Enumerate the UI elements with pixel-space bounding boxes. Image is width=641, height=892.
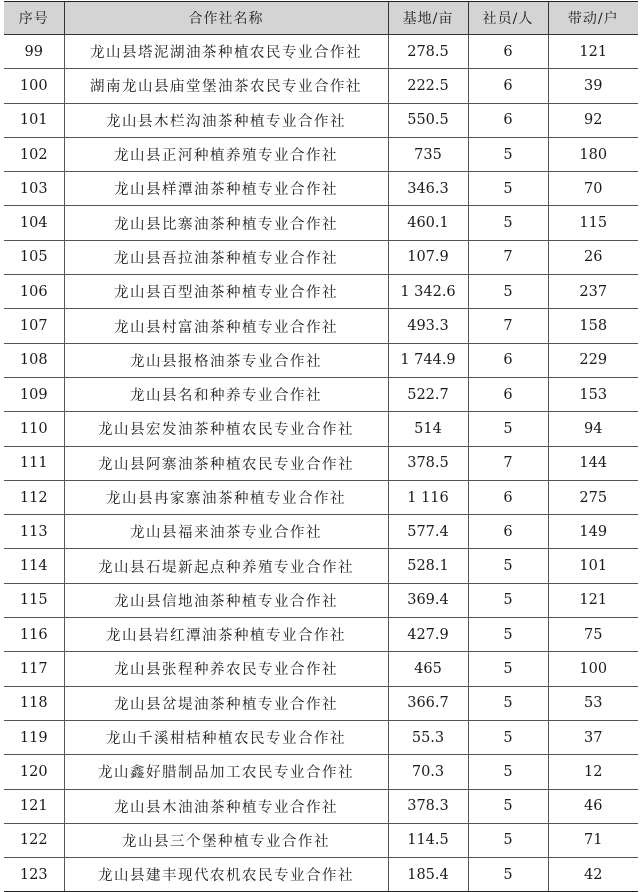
table-row xyxy=(4,377,638,411)
table-row xyxy=(4,583,638,617)
cell-base-area: 222.5 xyxy=(388,69,468,103)
cell-households: 121 xyxy=(548,583,638,617)
cell-cooperative-name: 龙山县村富油茶种植专业合作社 xyxy=(64,309,388,343)
table-row xyxy=(4,789,638,823)
cell-households: 275 xyxy=(548,480,638,514)
cell-base-area: 107.9 xyxy=(388,240,468,274)
table-row xyxy=(4,69,638,103)
cell-base-area: 465 xyxy=(388,652,468,686)
cell-base-area: 70.3 xyxy=(388,755,468,789)
cell-members: 5 xyxy=(468,137,548,171)
cell-base-area: 346.3 xyxy=(388,172,468,206)
header-cooperative-name: 合作社名称 xyxy=(64,2,388,35)
cell-base-area: 114.5 xyxy=(388,823,468,857)
cell-households: 94 xyxy=(548,412,638,446)
cell-cooperative-name: 龙山县冉家寨油茶种植专业合作社 xyxy=(64,480,388,514)
cell-base-area: 1 342.6 xyxy=(388,275,468,309)
table-row xyxy=(4,446,638,480)
cell-serial-number: 103 xyxy=(4,172,64,206)
cell-households: 71 xyxy=(548,823,638,857)
header-base-area: 基地/亩 xyxy=(388,2,468,35)
cell-serial-number: 101 xyxy=(4,103,64,137)
cell-members: 5 xyxy=(468,755,548,789)
cell-base-area: 550.5 xyxy=(388,103,468,137)
cell-serial-number: 114 xyxy=(4,549,64,583)
cell-cooperative-name: 龙山县张程种养农民专业合作社 xyxy=(64,652,388,686)
cell-base-area: 1 116 xyxy=(388,480,468,514)
table-row xyxy=(4,618,638,652)
cell-members: 5 xyxy=(468,172,548,206)
table-row xyxy=(4,240,638,274)
cell-members: 5 xyxy=(468,583,548,617)
cell-members: 5 xyxy=(468,652,548,686)
header-row xyxy=(4,2,638,35)
cell-serial-number: 121 xyxy=(4,789,64,823)
table-row xyxy=(4,412,638,446)
cell-cooperative-name: 龙山县石堤新起点种养殖专业合作社 xyxy=(64,549,388,583)
cell-members: 5 xyxy=(468,858,548,892)
cell-households: 42 xyxy=(548,858,638,892)
cell-members: 5 xyxy=(468,686,548,720)
cell-households: 149 xyxy=(548,515,638,549)
cell-members: 5 xyxy=(468,549,548,583)
table-row xyxy=(4,858,638,892)
cell-cooperative-name: 龙山县比寨油茶种植专业合作社 xyxy=(64,206,388,240)
cell-households: 12 xyxy=(548,755,638,789)
header-members: 社员/人 xyxy=(468,2,548,35)
cell-members: 6 xyxy=(468,343,548,377)
cell-cooperative-name: 龙山县阿寨油茶种植农民专业合作社 xyxy=(64,446,388,480)
cell-members: 7 xyxy=(468,309,548,343)
cell-serial-number: 122 xyxy=(4,823,64,857)
cell-households: 144 xyxy=(548,446,638,480)
cell-members: 6 xyxy=(468,103,548,137)
cell-members: 5 xyxy=(468,789,548,823)
cell-serial-number: 100 xyxy=(4,69,64,103)
cell-serial-number: 113 xyxy=(4,515,64,549)
table-row xyxy=(4,755,638,789)
cell-base-area: 493.3 xyxy=(388,309,468,343)
cell-households: 92 xyxy=(548,103,638,137)
cell-cooperative-name: 龙山县报格油茶专业合作社 xyxy=(64,343,388,377)
cell-serial-number: 111 xyxy=(4,446,64,480)
cell-households: 70 xyxy=(548,172,638,206)
cell-cooperative-name: 龙山县岔堤油茶种植专业合作社 xyxy=(64,686,388,720)
cell-members: 7 xyxy=(468,446,548,480)
cell-households: 237 xyxy=(548,275,638,309)
cell-members: 5 xyxy=(468,823,548,857)
cell-members: 5 xyxy=(468,720,548,754)
cell-serial-number: 116 xyxy=(4,618,64,652)
cell-base-area: 427.9 xyxy=(388,618,468,652)
cell-cooperative-name: 龙山县塔泥湖油茶种植农民专业合作社 xyxy=(64,35,388,69)
table-row xyxy=(4,275,638,309)
table-row xyxy=(4,686,638,720)
cell-serial-number: 102 xyxy=(4,137,64,171)
cell-households: 121 xyxy=(548,35,638,69)
table-row xyxy=(4,103,638,137)
cell-base-area: 1 744.9 xyxy=(388,343,468,377)
table-row xyxy=(4,35,638,69)
cell-households: 39 xyxy=(548,69,638,103)
cell-base-area: 278.5 xyxy=(388,35,468,69)
cell-base-area: 55.3 xyxy=(388,720,468,754)
cell-households: 26 xyxy=(548,240,638,274)
cooperative-table xyxy=(4,1,638,892)
cell-serial-number: 118 xyxy=(4,686,64,720)
cell-cooperative-name: 龙山县福来油茶专业合作社 xyxy=(64,515,388,549)
cell-members: 6 xyxy=(468,35,548,69)
cell-base-area: 735 xyxy=(388,137,468,171)
cell-members: 6 xyxy=(468,480,548,514)
cell-serial-number: 105 xyxy=(4,240,64,274)
table-row xyxy=(4,515,638,549)
cell-members: 7 xyxy=(468,240,548,274)
cell-base-area: 369.4 xyxy=(388,583,468,617)
cell-cooperative-name: 湖南龙山县庙堂堡油茶农民专业合作社 xyxy=(64,69,388,103)
cell-base-area: 366.7 xyxy=(388,686,468,720)
table-row xyxy=(4,206,638,240)
cell-serial-number: 112 xyxy=(4,480,64,514)
cell-households: 180 xyxy=(548,137,638,171)
cell-members: 5 xyxy=(468,412,548,446)
cell-cooperative-name: 龙山县正河种植养殖专业合作社 xyxy=(64,137,388,171)
cell-serial-number: 123 xyxy=(4,858,64,892)
cell-serial-number: 107 xyxy=(4,309,64,343)
cell-base-area: 514 xyxy=(388,412,468,446)
cell-base-area: 185.4 xyxy=(388,858,468,892)
cell-serial-number: 108 xyxy=(4,343,64,377)
cell-households: 229 xyxy=(548,343,638,377)
cell-cooperative-name: 龙山县名和种养专业合作社 xyxy=(64,377,388,411)
cell-serial-number: 117 xyxy=(4,652,64,686)
cell-cooperative-name: 龙山县样潭油茶种植专业合作社 xyxy=(64,172,388,206)
cell-cooperative-name: 龙山千溪柑桔种植农民专业合作社 xyxy=(64,720,388,754)
cell-households: 100 xyxy=(548,652,638,686)
table-row xyxy=(4,172,638,206)
cell-cooperative-name: 龙山县建丰现代农机农民专业合作社 xyxy=(64,858,388,892)
cell-households: 101 xyxy=(548,549,638,583)
cell-serial-number: 119 xyxy=(4,720,64,754)
table-body xyxy=(4,35,638,892)
cell-cooperative-name: 龙山鑫好腊制品加工农民专业合作社 xyxy=(64,755,388,789)
table-row xyxy=(4,720,638,754)
table-row xyxy=(4,549,638,583)
table-row xyxy=(4,343,638,377)
cell-households: 158 xyxy=(548,309,638,343)
cell-cooperative-name: 龙山县木油油茶种植专业合作社 xyxy=(64,789,388,823)
table-header xyxy=(4,2,638,35)
cell-households: 53 xyxy=(548,686,638,720)
cell-cooperative-name: 龙山县木栏沟油茶种植专业合作社 xyxy=(64,103,388,137)
cell-base-area: 522.7 xyxy=(388,377,468,411)
cell-serial-number: 120 xyxy=(4,755,64,789)
cell-members: 5 xyxy=(468,275,548,309)
cell-members: 5 xyxy=(468,618,548,652)
cell-members: 6 xyxy=(468,515,548,549)
table-row xyxy=(4,652,638,686)
cell-serial-number: 104 xyxy=(4,206,64,240)
cell-serial-number: 106 xyxy=(4,275,64,309)
cell-cooperative-name: 龙山县吾拉油茶种植专业合作社 xyxy=(64,240,388,274)
cell-base-area: 378.5 xyxy=(388,446,468,480)
cell-cooperative-name: 龙山县信地油茶种植专业合作社 xyxy=(64,583,388,617)
table-row xyxy=(4,823,638,857)
cell-base-area: 528.1 xyxy=(388,549,468,583)
cell-cooperative-name: 龙山县百型油茶种植专业合作社 xyxy=(64,275,388,309)
cell-serial-number: 99 xyxy=(4,35,64,69)
table-row xyxy=(4,309,638,343)
cell-base-area: 577.4 xyxy=(388,515,468,549)
cell-cooperative-name: 龙山县岩红潭油茶种植专业合作社 xyxy=(64,618,388,652)
cell-serial-number: 109 xyxy=(4,377,64,411)
cell-base-area: 460.1 xyxy=(388,206,468,240)
cell-households: 37 xyxy=(548,720,638,754)
cell-members: 6 xyxy=(468,377,548,411)
cell-households: 153 xyxy=(548,377,638,411)
cell-cooperative-name: 龙山县宏发油茶种植农民专业合作社 xyxy=(64,412,388,446)
table-row xyxy=(4,480,638,514)
table-row xyxy=(4,137,638,171)
cell-members: 6 xyxy=(468,69,548,103)
header-households: 带动/户 xyxy=(548,2,638,35)
cell-households: 115 xyxy=(548,206,638,240)
cell-households: 46 xyxy=(548,789,638,823)
cell-base-area: 378.3 xyxy=(388,789,468,823)
cell-serial-number: 110 xyxy=(4,412,64,446)
cell-households: 75 xyxy=(548,618,638,652)
cell-members: 5 xyxy=(468,206,548,240)
cell-serial-number: 115 xyxy=(4,583,64,617)
cell-cooperative-name: 龙山县三个堡种植专业合作社 xyxy=(64,823,388,857)
header-serial-number: 序号 xyxy=(4,2,64,35)
